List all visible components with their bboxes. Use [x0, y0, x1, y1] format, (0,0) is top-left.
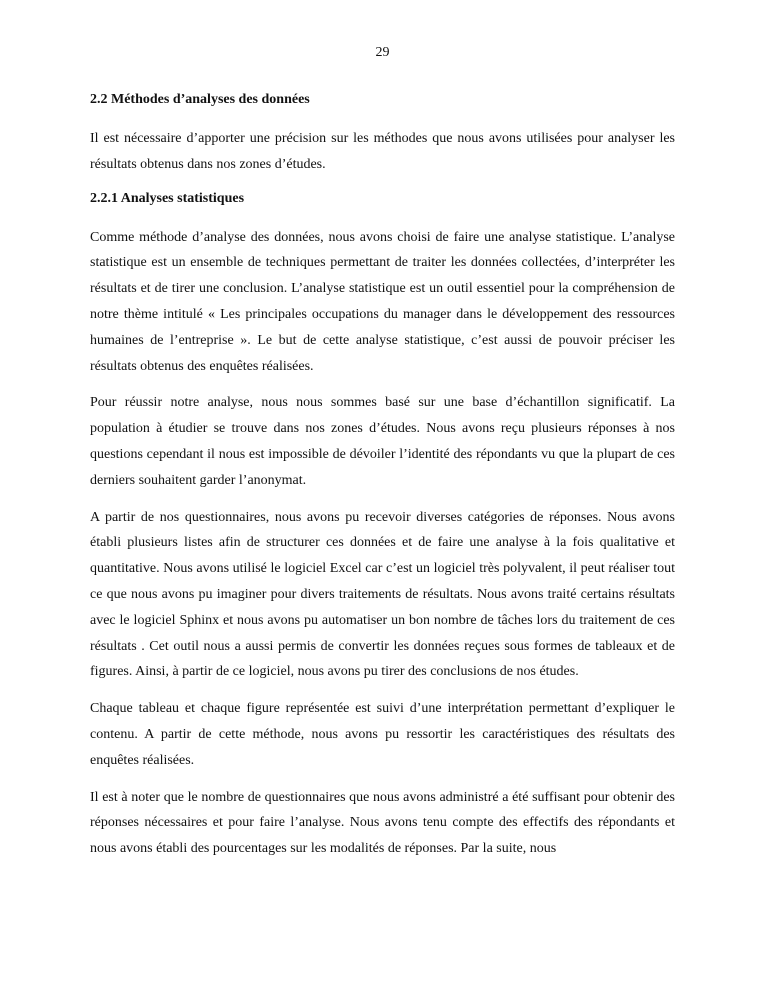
paragraph-5: Il est à noter que le nombre de questionnaires que nous avons administré a été suffisant pour obtenir des réponses nécessaires et pour faire l’analyse. Nous avons tenu compte des effectifs des répondants et nous avons établi des pourcentages sur les modalités de réponses. Par la suite, nous [90, 789, 675, 857]
paragraph-4: Chaque tableau et chaque figure représentée est suivi d’une interprétation permettant d’expliquer le contenu. A partir de cette méthode, nous avons pu ressortir les caractéristiques des résultats des enquêtes réalisées. [90, 701, 675, 768]
section-intro-paragraph: Il est nécessaire d’apporter une précision sur les méthodes que nous avons utilisées pour analyser les résultats obtenus dans nos zones d’études. [90, 131, 675, 172]
paragraph-1: Comme méthode d’analyse des données, nous avons choisi de faire une analyse statistique. L’analyse statistique est un ensemble de techniques permettant de traiter les données collectées, d’interpréter les résultats et de tirer une conclusion. L’analyse statistique est un outil essentiel pour la compréhension de notre thème intitulé « Les principales occupations du manager dans le développement des ressources humaines de l’entreprise ». Le but de cette analyse statistique, c’est aussi de pouvoir préciser les résultats obtenus des enquêtes réalisées. [90, 229, 675, 374]
paragraph-2: Pour réussir notre analyse, nous nous sommes basé sur une base d’échantillon significatif. La population à étudier se trouve dans nos zones d’études. Nous avons reçu plusieurs réponses à nos questions cependant il nous est impossible de dévoiler l’identité des répondants vu que la plupart de ces derniers souhaitent garder l’anonymat. [90, 395, 675, 488]
document-body [90, 90, 675, 873]
section-heading: 2.2 Méthodes d’analyses des données [90, 92, 310, 107]
page-number: 29 [375, 45, 390, 60]
paragraph-3: A partir de nos questionnaires, nous avons pu recevoir diverses catégories de réponses. Nous avons établi plusieurs listes afin de structurer ces données et de faire une analyse à la fois qualitative et quantitative. Nous avons utilisé le logiciel Excel car c’est un logiciel très polyvalent, il peut réaliser tout ce que nous avons pu imaginer pour divers traitements de résultats. Nous avons traité certains résultats avec le logiciel Sphinx et nous avons pu automatiser un bon nombre de tâches lors du traitement de ces résultats . Cet outil nous a aussi permis de convertir les données reçues sous formes de tableaux et de figures. Ainsi, à partir de ce logiciel, nous avons pu tirer des conclusions de nos études. [90, 509, 675, 680]
subsection-heading: 2.2.1 Analyses statistiques [90, 190, 245, 206]
